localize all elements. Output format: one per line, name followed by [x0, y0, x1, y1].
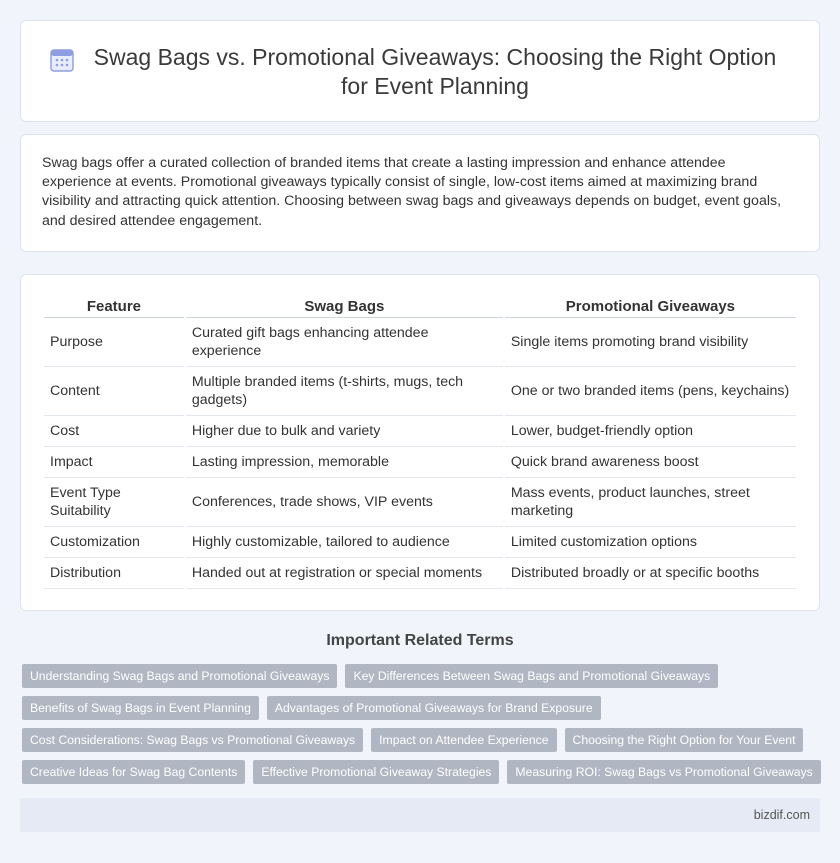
- header-swag-bags: Swag Bags: [186, 296, 503, 318]
- row-feature: Impact: [44, 447, 184, 478]
- row-swag-bags: Handed out at registration or special moments: [186, 558, 503, 589]
- table-row: [44, 478, 796, 527]
- related-terms-heading: Important Related Terms: [326, 632, 514, 649]
- related-term-tag[interactable]: Advantages of Promotional Giveaways for Brand Exposure: [267, 696, 601, 720]
- row-giveaways: Distributed broadly or at specific booths: [505, 558, 796, 589]
- row-swag-bags: Multiple branded items (t-shirts, mugs, tech gadgets): [186, 367, 503, 416]
- related-term-tag[interactable]: Benefits of Swag Bags in Event Planning: [22, 696, 259, 720]
- row-feature: Event Type Suitability: [44, 478, 184, 527]
- related-term-tag[interactable]: Cost Considerations: Swag Bags vs Promotional Giveaways: [22, 728, 363, 752]
- row-swag-bags: Higher due to bulk and variety: [186, 416, 503, 447]
- row-giveaways: Lower, budget-friendly option: [505, 416, 796, 447]
- row-giveaways: Single items promoting brand visibility: [505, 318, 796, 367]
- table-row: [44, 447, 796, 478]
- row-feature: Distribution: [44, 558, 184, 589]
- title-card: [20, 20, 820, 122]
- related-term-tag[interactable]: Key Differences Between Swag Bags and Promotional Giveaways: [345, 664, 718, 688]
- row-feature: Purpose: [44, 318, 184, 367]
- row-giveaways: Limited customization options: [505, 527, 796, 558]
- related-terms-list: [22, 664, 822, 792]
- table-row: [44, 558, 796, 589]
- row-giveaways: Quick brand awareness boost: [505, 447, 796, 478]
- related-term-tag[interactable]: Effective Promotional Giveaway Strategies: [253, 760, 499, 784]
- row-feature: Cost: [44, 416, 184, 447]
- row-giveaways: Mass events, product launches, street marketing: [505, 478, 796, 527]
- header-promotional-giveaways: Promotional Giveaways: [505, 296, 796, 318]
- table-row: [44, 527, 796, 558]
- table-row: [44, 416, 796, 447]
- related-term-tag[interactable]: Choosing the Right Option for Your Event: [565, 728, 804, 752]
- related-term-tag[interactable]: Understanding Swag Bags and Promotional Giveaways: [22, 664, 337, 688]
- row-swag-bags: Lasting impression, memorable: [186, 447, 503, 478]
- page-title: Swag Bags vs. Promotional Giveaways: Choosing the Right Option for Event Planning: [93, 44, 777, 99]
- row-feature: Content: [44, 367, 184, 416]
- related-term-tag[interactable]: Measuring ROI: Swag Bags vs Promotional Giveaways: [507, 760, 820, 784]
- row-swag-bags: Conferences, trade shows, VIP events: [186, 478, 503, 527]
- table-row: [44, 367, 796, 416]
- row-swag-bags: Highly customizable, tailored to audience: [186, 527, 503, 558]
- related-term-tag[interactable]: Creative Ideas for Swag Bag Contents: [22, 760, 245, 784]
- header-feature: Feature: [44, 296, 184, 318]
- row-swag-bags: Curated gift bags enhancing attendee experience: [186, 318, 503, 367]
- row-giveaways: One or two branded items (pens, keychains): [505, 367, 796, 416]
- related-term-tag[interactable]: Impact on Attendee Experience: [371, 728, 556, 752]
- intro-card: [20, 134, 820, 252]
- footer-site-name[interactable]: bizdif.com: [753, 808, 810, 822]
- intro-paragraph: Swag bags offer a curated collection of branded items that create a lasting impression and enhance attendee experience at events. Promotional giveaways typically consist of single, low-cost items aimed at maximizing brand visibility and attracting quick attention. Choosing between swag bags and giveaways depends on budget, event goals, and desired attendee engagement.: [42, 155, 782, 229]
- row-feature: Customization: [44, 527, 184, 558]
- footer: [20, 798, 820, 832]
- comparison-table: [42, 296, 798, 589]
- table-row: [44, 318, 796, 367]
- comparison-card: [20, 274, 820, 611]
- table-header-row: [44, 296, 796, 318]
